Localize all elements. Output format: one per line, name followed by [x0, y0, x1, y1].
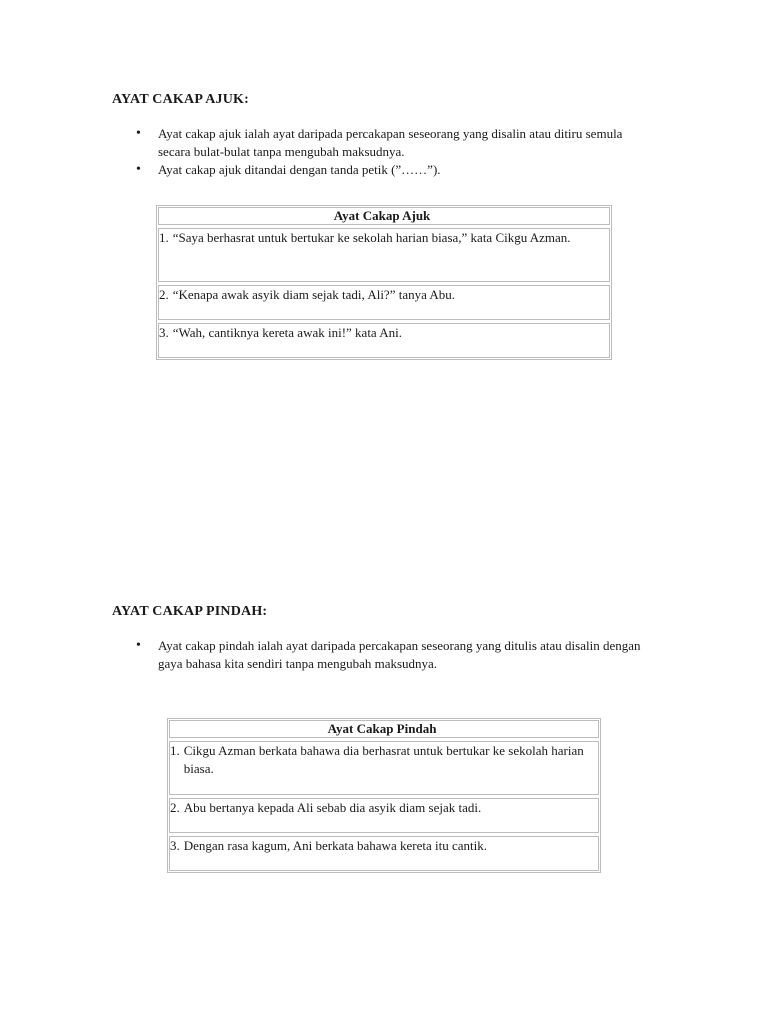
- row-text: “Kenapa awak asyik diam sejak tadi, Ali?” tanya Abu.: [172, 287, 456, 302]
- row-number: 2.: [159, 287, 169, 302]
- table-row: [158, 285, 610, 320]
- section-heading-cakap-pindah: AYAT CAKAP PINDAH:: [112, 604, 268, 619]
- row-text: Abu bertanya kepada Ali sebab dia asyik diam sejak tadi.: [183, 800, 482, 815]
- table-row: [158, 323, 610, 358]
- row-number: 1.: [159, 230, 169, 245]
- bullet-item: • Ayat cakap pindah ialah ayat daripada percakapan seseorang yang ditulis atau disalin dengan gaya bahasa kita sendiri tanpa mengubah maksudnya.: [136, 637, 646, 673]
- bullet-list-cakap-ajuk: [136, 125, 656, 179]
- row-number: 3.: [159, 325, 169, 340]
- table-header: Ayat Cakap Ajuk: [158, 207, 610, 225]
- table-cakap-ajuk: [156, 205, 612, 360]
- row-text: Cikgu Azman berkata bahawa dia berhasrat untuk bertukar ke sekolah harian biasa.: [183, 743, 584, 776]
- row-text: “Saya berhasrat untuk bertukar ke sekolah harian biasa,” kata Cikgu Azman.: [172, 230, 571, 245]
- section-heading-cakap-ajuk: AYAT CAKAP AJUK:: [112, 92, 250, 107]
- row-number: 3.: [170, 838, 180, 853]
- bullet-item: • Ayat cakap ajuk ialah ayat daripada percakapan seseorang yang disalin atau ditiru semula secara bulat-bulat tanpa mengubah maksudnya.: [136, 125, 656, 161]
- row-text: “Wah, cantiknya kereta awak ini!” kata Ani.: [172, 325, 402, 340]
- row-number: 1.: [170, 743, 180, 758]
- row-number: 2.: [170, 800, 180, 815]
- table-header: Ayat Cakap Pindah: [169, 720, 599, 738]
- table-row: [169, 836, 599, 871]
- table-row: [169, 798, 599, 833]
- table-row: [158, 228, 610, 282]
- table-row: [169, 741, 599, 795]
- bullet-item: • Ayat cakap ajuk ditandai dengan tanda petik (”……”).: [136, 161, 656, 179]
- row-text: Dengan rasa kagum, Ani berkata bahawa kereta itu cantik.: [183, 838, 487, 853]
- bullet-list-cakap-pindah: [136, 637, 646, 673]
- table-cakap-pindah: [167, 718, 601, 873]
